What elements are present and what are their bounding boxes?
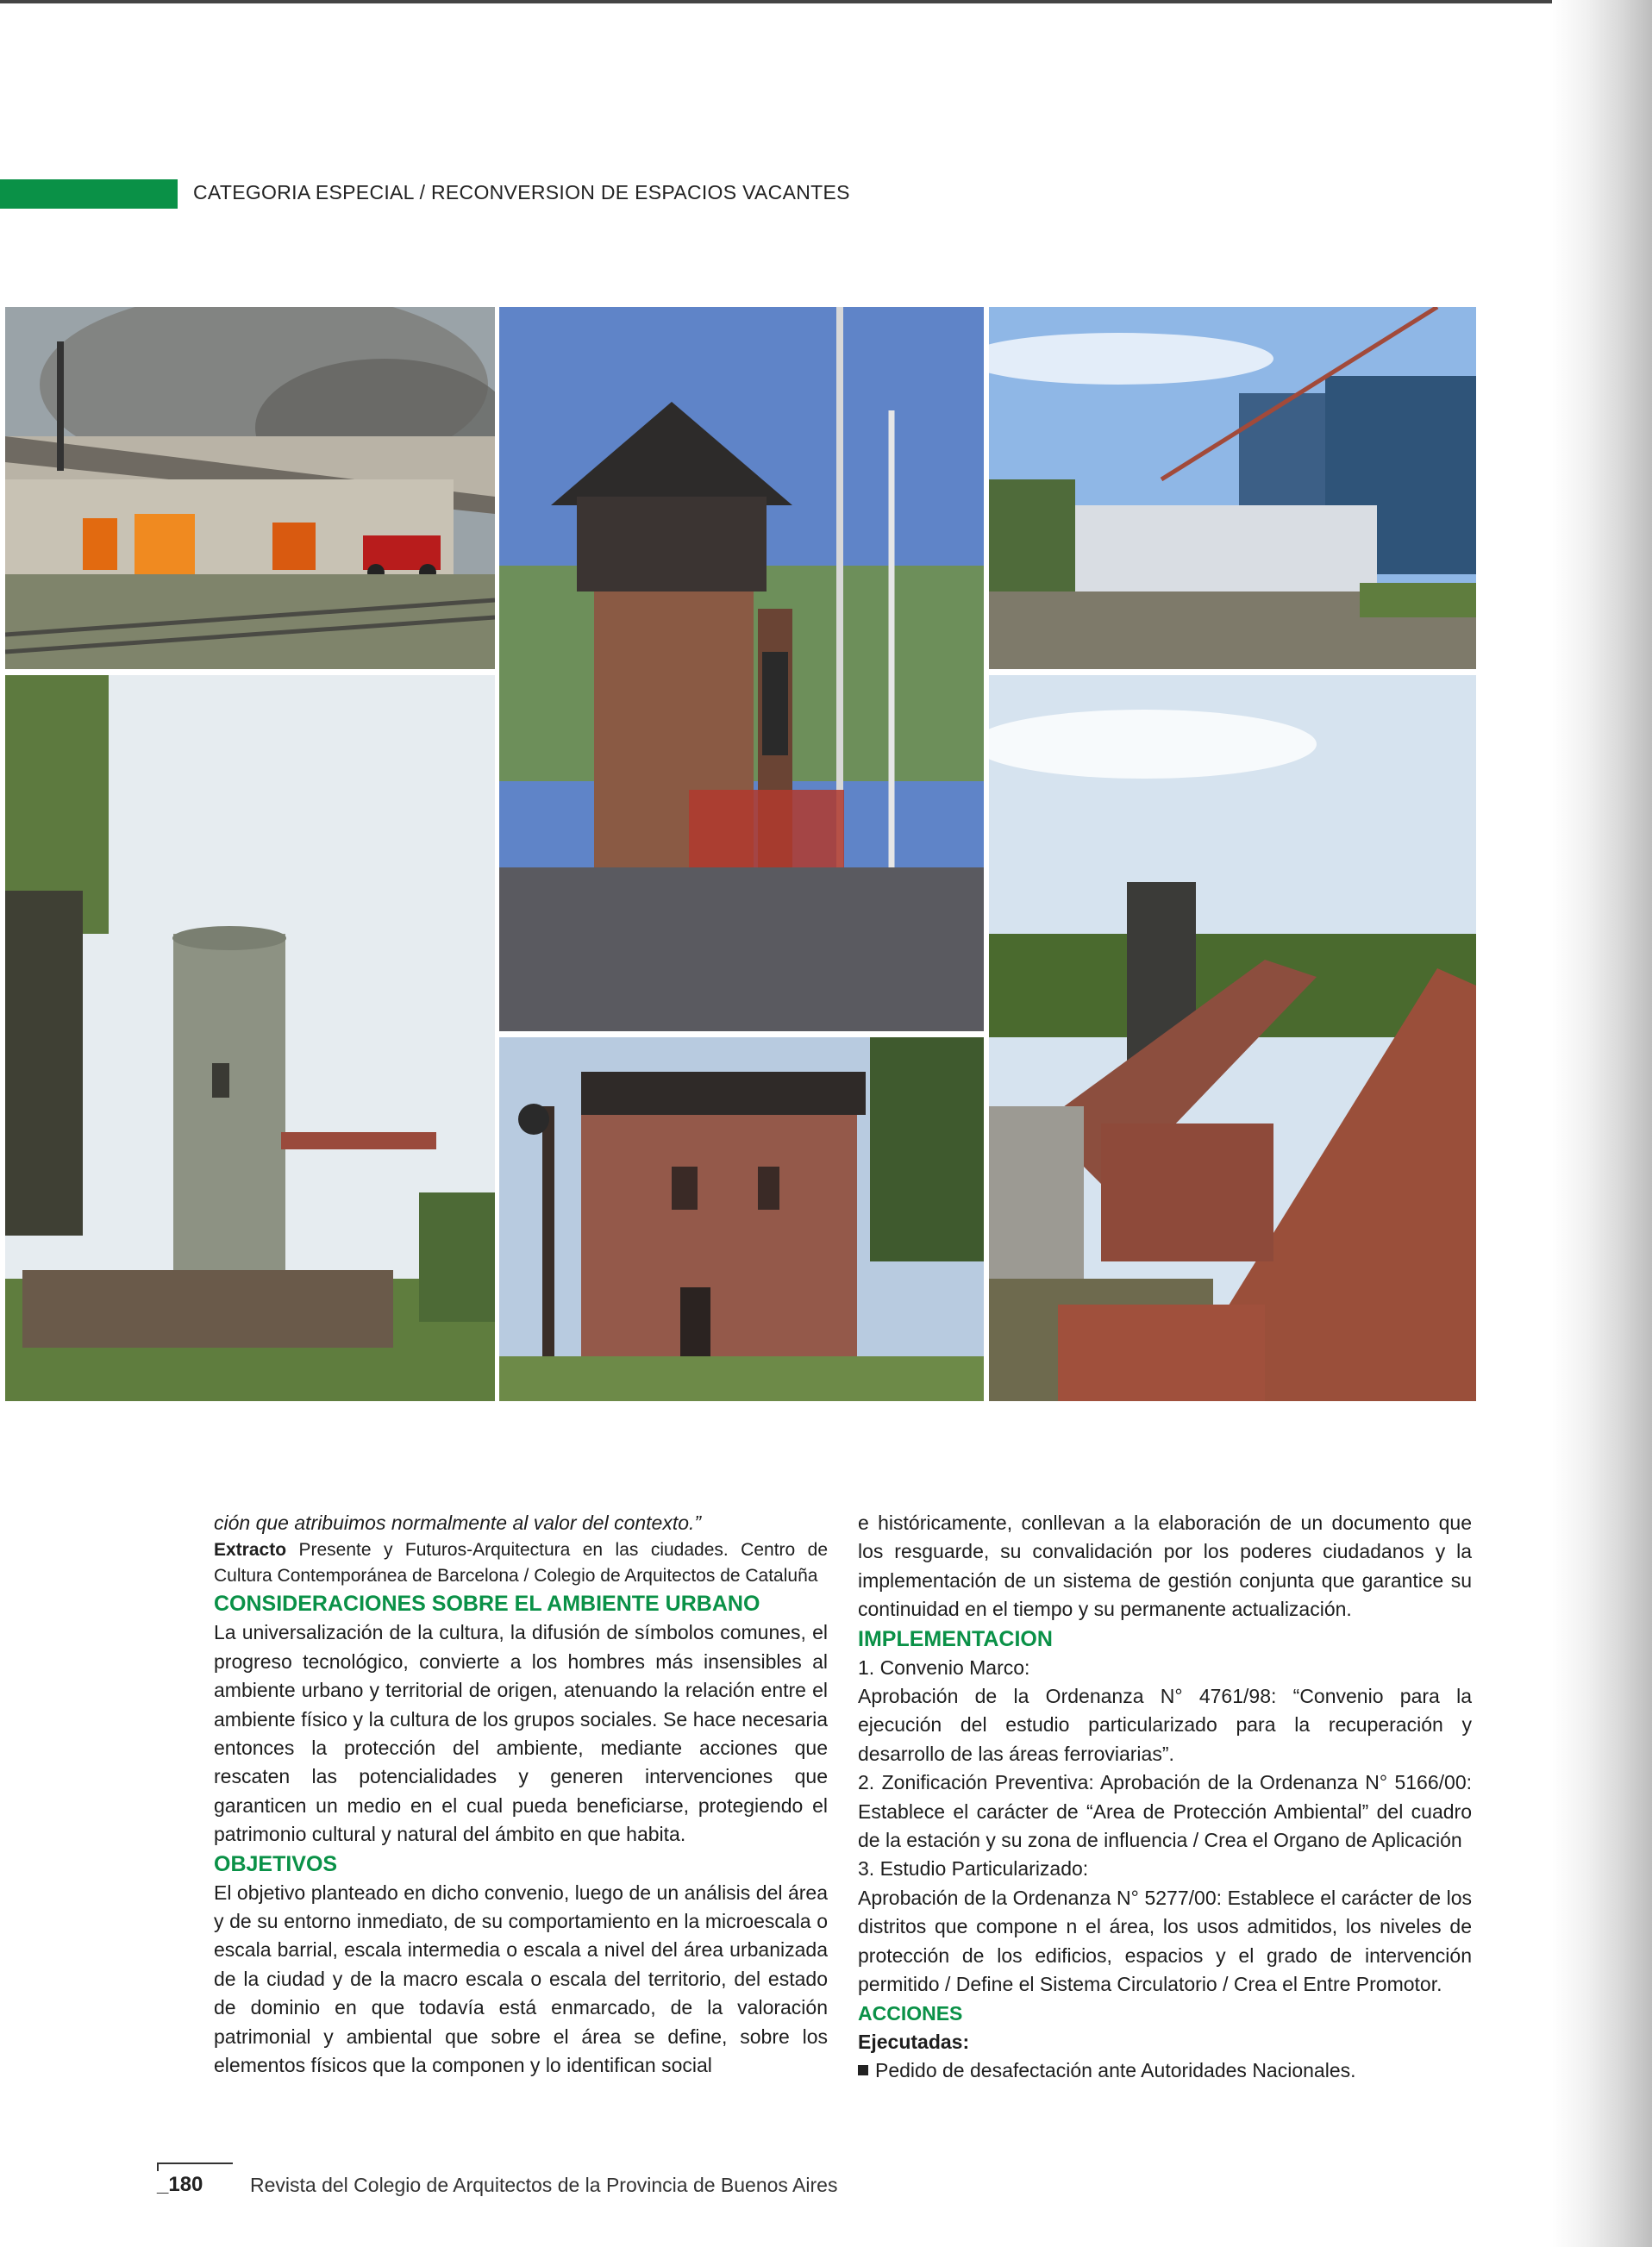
section-category: CATEGORIA ESPECIAL / RECONVERSION DE ESPACIOS VACANTES [193, 181, 850, 203]
quote-ending: ción que atribuimos normalmente al valor del contexto.” [214, 1512, 702, 1534]
publication-name: Revista del Colegio de Arquitectos de la Provincia de Buenos Aires [250, 2174, 838, 2196]
paragraph-objectives-continued: e históricamente, conllevan a la elaboración de un documento que los resguarde, su convalidación por los poderes ciudadanos y la implementación de un sistema de gestión conjunta que garantice su continuidad en el tiempo y su permanente actualización. [858, 1512, 1472, 1621]
citation-label: Extracto [214, 1540, 287, 1561]
paragraph-urban-environment: La universalización de la cultura, la difusión de símbolos comunes, el progreso tecnológico, convierte a los hombres más insensibles al ambiente urbano y territorial de origen, atenuando la relación entre el ambiente físico y la cultura de los grupos sociales. Se hace necesaria entonces la protección del ambiente, mediante acciones que rescaten las potencialidades y generen intervenciones que garanticen un medio en el cual pueda beneficiarse, protegiendo el patrimonio cultural y natural del ámbito en que habita. [214, 1621, 828, 1846]
photo-signal-tower [499, 307, 984, 1031]
bullet-item [858, 2056, 1472, 2085]
citation-text: Presente y Futuros-Arquitectura en las ciudades. Centro de Cultura Contemporánea de Barcelona / Colegio de Arquitectos de Cataluña [214, 1540, 828, 1587]
photo-grain-silos [989, 307, 1476, 669]
heading-urban-environment: CONSIDERACIONES SOBRE EL AMBIENTE URBANO [214, 1592, 760, 1617]
photo-brick-water-tank [499, 1037, 984, 1401]
photo-freight-cars [989, 675, 1476, 1401]
item-1-text: Aprobación de la Ordenanza N° 4761/98: “Convenio para la ejecución del estudio particularizado para la recuperación y desarrollo de las áreas ferroviarias”. [858, 1685, 1472, 1765]
item-2-text: 2. Zonificación Preventiva: Aprobación de la Ordenanza N° 5166/00: Establece el carácter de “Area de Protección Ambiental” del cuadro de la estación y su zona de influencia / Crea el Organo de Aplicación [858, 1771, 1472, 1852]
square-bullet-icon [858, 2065, 868, 2075]
section-color-bar [0, 179, 178, 209]
footer-rule [157, 2163, 233, 2164]
heading-implementation: IMPLEMENTACION [858, 1626, 1053, 1651]
photo-warehouse-fire [5, 307, 495, 669]
footer-rule-tick [157, 2163, 159, 2171]
item-3-label: 3. Estudio Particularizado: [858, 1857, 1089, 1881]
top-edge-line [0, 0, 1652, 3]
item-3-text: Aprobación de la Ordenanza N° 5277/00: Establece el carácter de los distritos que compone n el área, los usos admitidos, los niveles de protección de los edificios, espacios y el grado de intervención permitido / Define el Sistema Circulatorio / Crea el Entre Promotor. [858, 1886, 1472, 1996]
item-1-label: 1. Convenio Marco: [858, 1656, 1030, 1679]
text-column-right [858, 1509, 1472, 2085]
bullet-text: Pedido de desafectación ante Autoridades Nacionales. [875, 2058, 1356, 2081]
page-number: _180 [157, 2173, 203, 2196]
heading-objectives: OBJETIVOS [214, 1851, 338, 1876]
text-column-left [214, 1509, 828, 2081]
quote-citation [214, 1537, 828, 1589]
photo-water-tower [5, 675, 495, 1401]
executed-label: Ejecutadas: [858, 2030, 970, 2053]
paragraph-objectives: El objetivo planteado en dicho convenio, luego de un análisis del área y de su entorno inmediato, de su comportamiento en la microescala o escala barrial, escala intermedia o escala a nivel del área urbanizada de la ciudad y de la macro escala o escala del territorio, del estado de dominio en que todavía está enmarcado, de la valoración patrimonial y ambiental que sobre el área se define, sobre los elementos físicos que la componen y lo identifican social [214, 1881, 828, 2077]
page-gutter-shadow [1552, 0, 1652, 2247]
heading-actions: ACCIONES [858, 2001, 963, 2025]
